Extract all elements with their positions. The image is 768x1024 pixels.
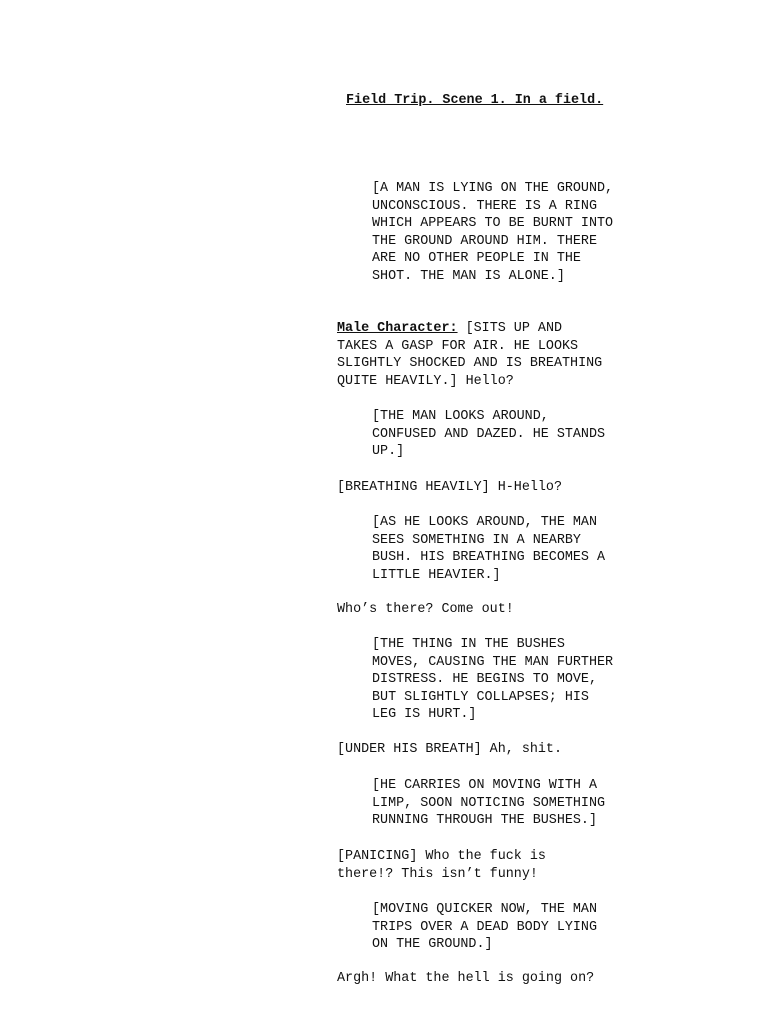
stage-direction-4: [THE THING IN THE BUSHES MOVES, CAUSING THE MAN FURTHER DISTRESS. HE BEGINS TO MOVE, BUT SLIGHTLY COLLAPSES; HIS LEG IS HURT.] — [372, 637, 614, 723]
dialogue-1 — [337, 320, 657, 390]
stage-direction-2: [THE MAN LOOKS AROUND, CONFUSED AND DAZED. HE STANDS UP.] — [372, 409, 606, 460]
stage-direction-6: [MOVING QUICKER NOW, THE MAN TRIPS OVER A DEAD BODY LYING ON THE GROUND.] — [372, 902, 597, 953]
dialogue-3: Who’s there? Come out! — [337, 602, 514, 617]
character-name: Male Character: — [337, 321, 458, 336]
scene-heading: Field Trip. Scene 1. In a field. — [346, 93, 604, 108]
dialogue-6: Argh! What the hell is going on? — [337, 971, 595, 986]
stage-direction-5: [HE CARRIES ON MOVING WITH A LIMP, SOON NOTICING SOMETHING RUNNING THROUGH THE BUSHES.] — [372, 778, 606, 829]
stage-direction-3: [AS HE LOOKS AROUND, THE MAN SEES SOMETHING IN A NEARBY BUSH. HIS BREATHING BECOMES A LITTLE HEAVIER.] — [372, 515, 606, 583]
dialogue-4: [UNDER HIS BREATH] Ah, shit. — [337, 742, 562, 757]
stage-direction-1: [A MAN IS LYING ON THE GROUND, UNCONSCIOUS. THERE IS A RING WHICH APPEARS TO BE BURNT INTO THE GROUND AROUND HIM. THERE ARE NO OTHER PEOPLE IN THE SHOT. THE MAN IS ALONE.] — [372, 181, 614, 284]
dialogue-2: [BREATHING HEAVILY] H-Hello? — [337, 480, 562, 495]
dialogue-5: [PANICING] Who the fuck is there!? This isn’t funny! — [337, 849, 546, 882]
dialogue-1-text: [SITS UP AND TAKES A GASP FOR AIR. HE LOOKS SLIGHTLY SHOCKED AND IS BREATHING QUITE HEAVILY.] Hello? — [337, 321, 603, 389]
